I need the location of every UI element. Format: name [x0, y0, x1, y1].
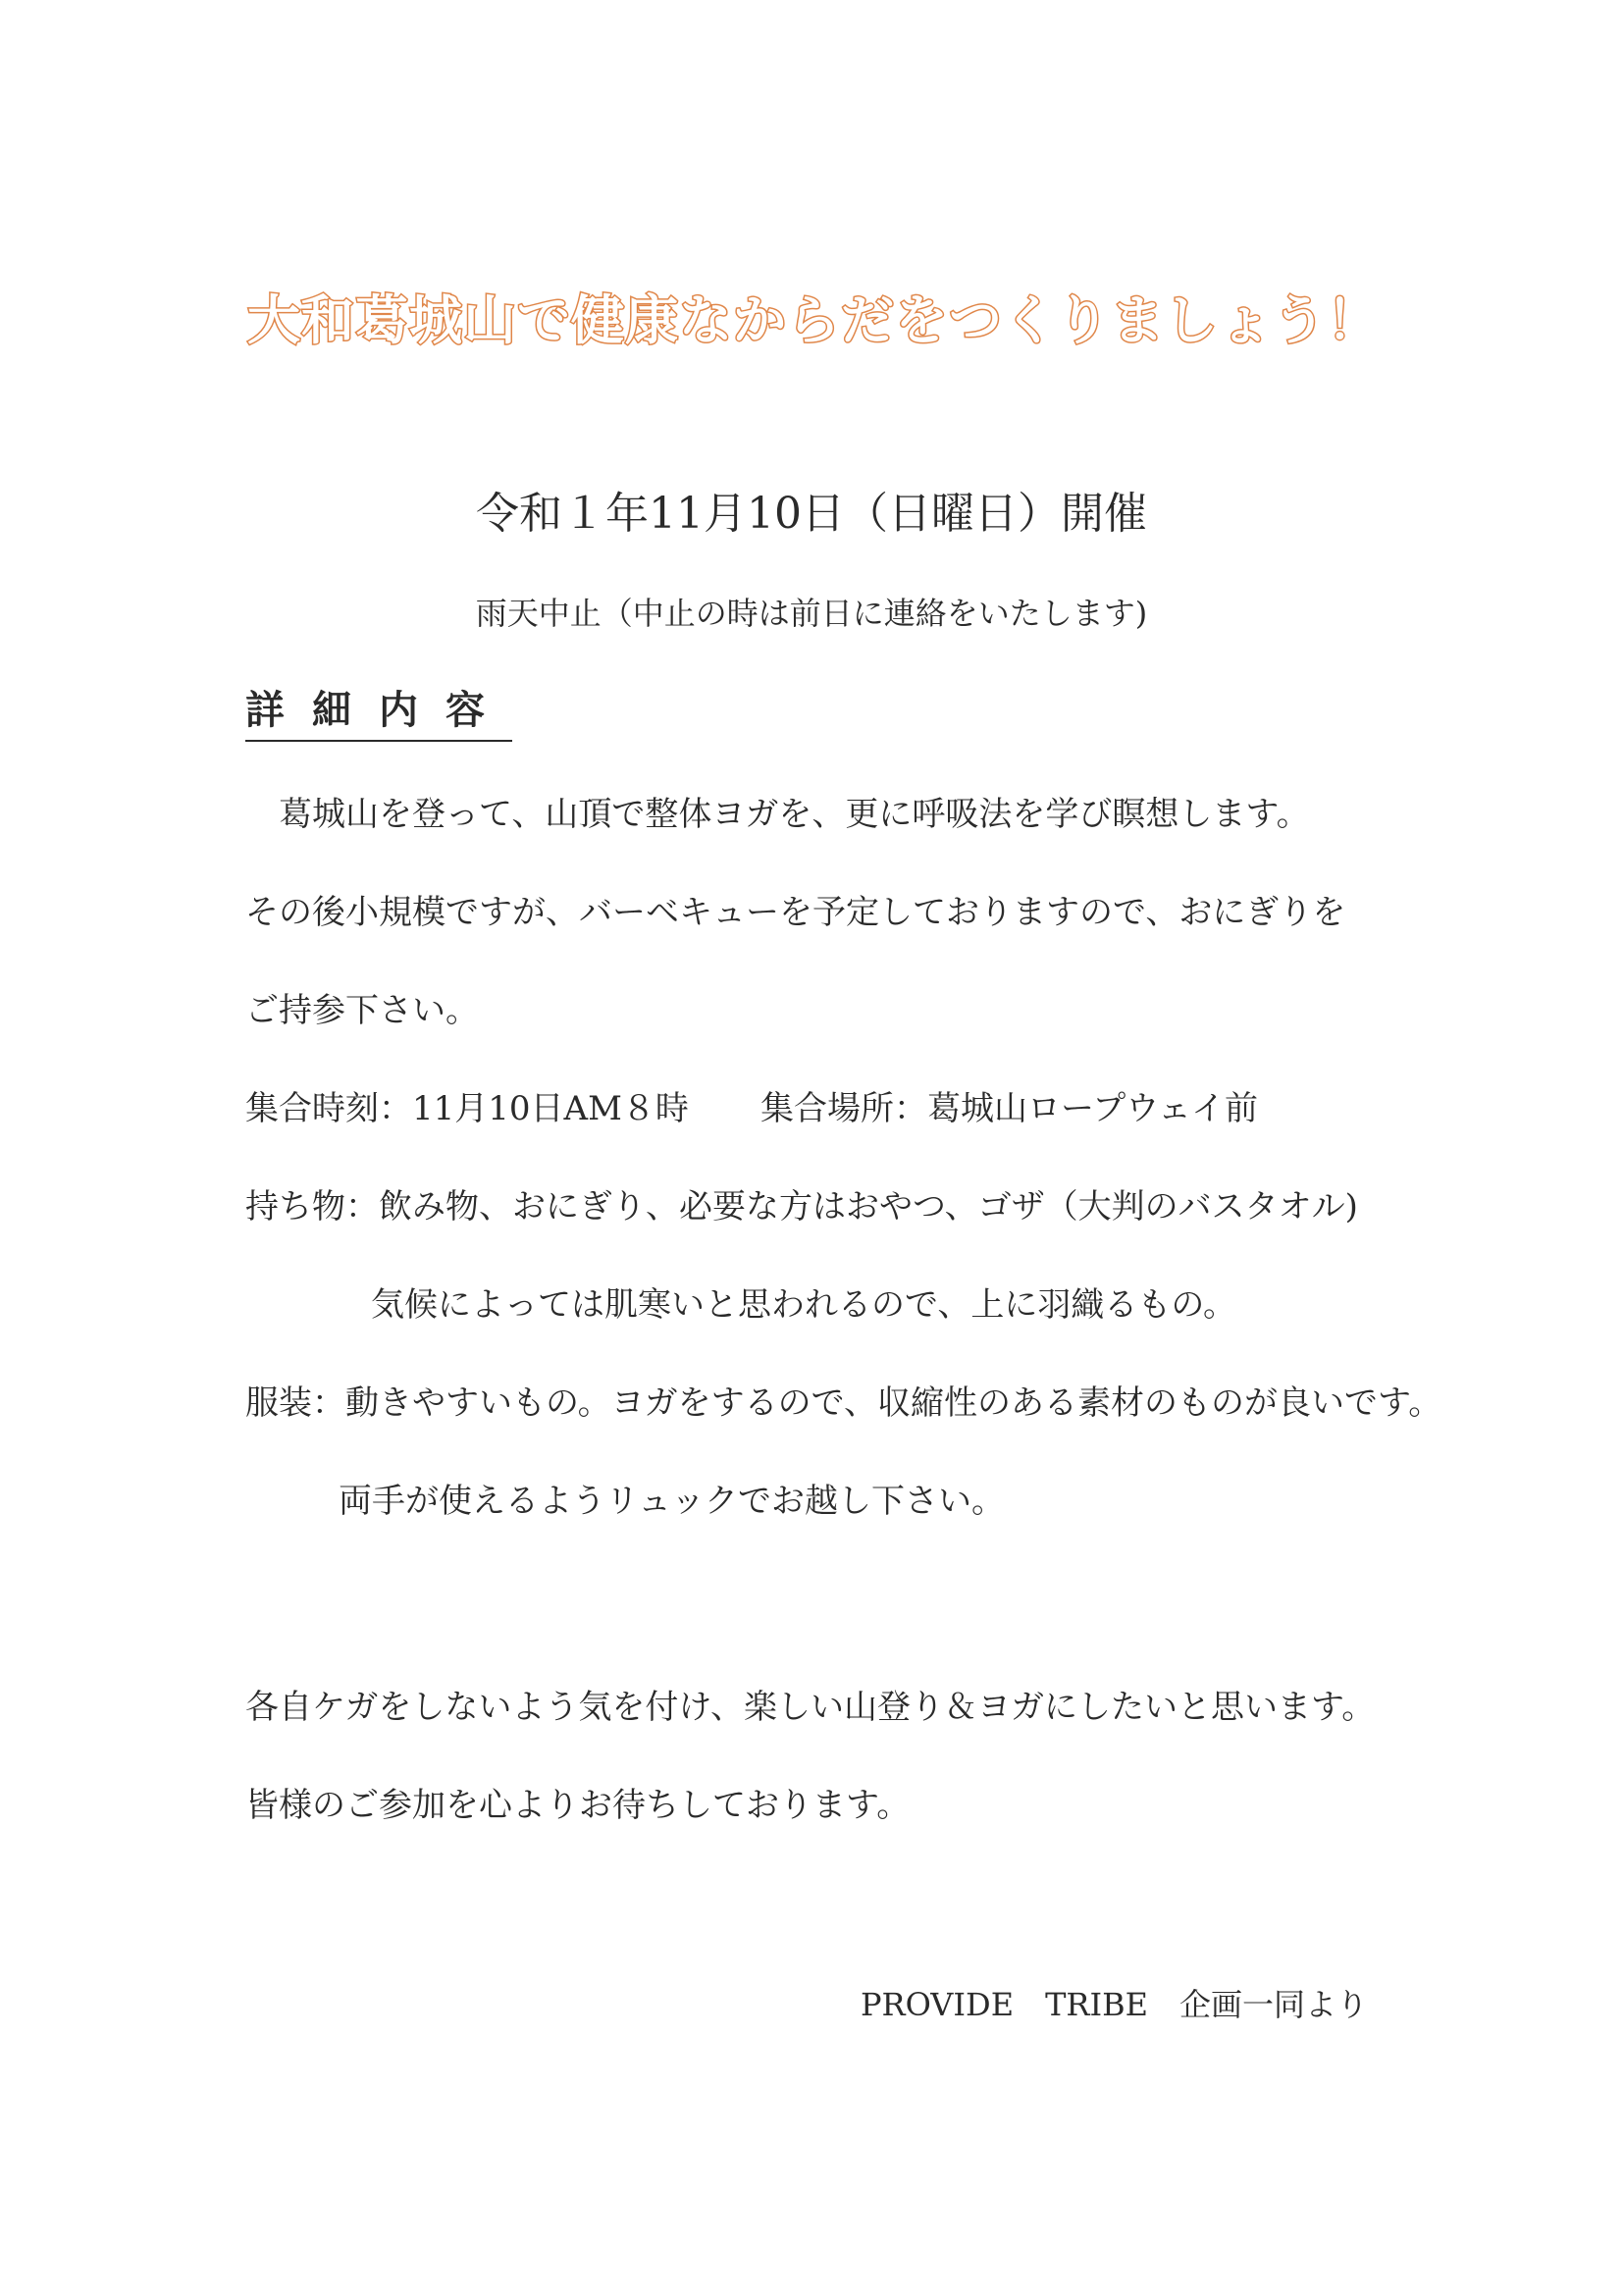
page-title: 大和葛城山で健康なからだをつくりましょう！: [247, 289, 1381, 351]
event-date: 令和１年11月10日（日曜日）開催: [476, 489, 1147, 539]
rain-cancellation-note: 雨天中止（中止の時は前日に連絡をいたします): [475, 595, 1148, 632]
paragraph-3: ご持参下さい。: [245, 991, 479, 1030]
meeting-time: 集合時刻：11月10日AM８時: [245, 1089, 689, 1128]
closing-line-2: 皆様のご参加を心よりお待ちしております。: [245, 1786, 911, 1825]
signature: PROVIDE TRIBE 企画一同より: [861, 1986, 1369, 2023]
closing-line-1: 各自ケガをしないよう気を付け、楽しい山登り＆ヨガにしたいと思います。: [245, 1688, 1376, 1727]
paragraph-1: 葛城山を登って、山頂で整体ヨガを、更に呼吸法を学び瞑想します。: [279, 795, 1310, 834]
belongings: 持ち物：飲み物、おにぎり、必要な方はおやつ、ゴザ（大判のバスタオル): [245, 1187, 1358, 1226]
paragraph-2: その後小規模ですが、バーベキューを予定しておりますので、おにぎりを: [245, 893, 1346, 932]
clothing-note: 両手が使えるようリュックでお越し下さい。: [339, 1482, 1005, 1521]
meeting-place: 集合場所：葛城山ロープウェイ前: [760, 1089, 1258, 1128]
clothing: 服装：動きやすいもの。ヨガをするので、収縮性のある素材のものが良いです。: [245, 1383, 1442, 1423]
section-heading: 詳細内容: [245, 687, 512, 742]
belongings-note: 気候によっては肌寒いと思われるので、上に羽織るもの。: [371, 1285, 1236, 1325]
